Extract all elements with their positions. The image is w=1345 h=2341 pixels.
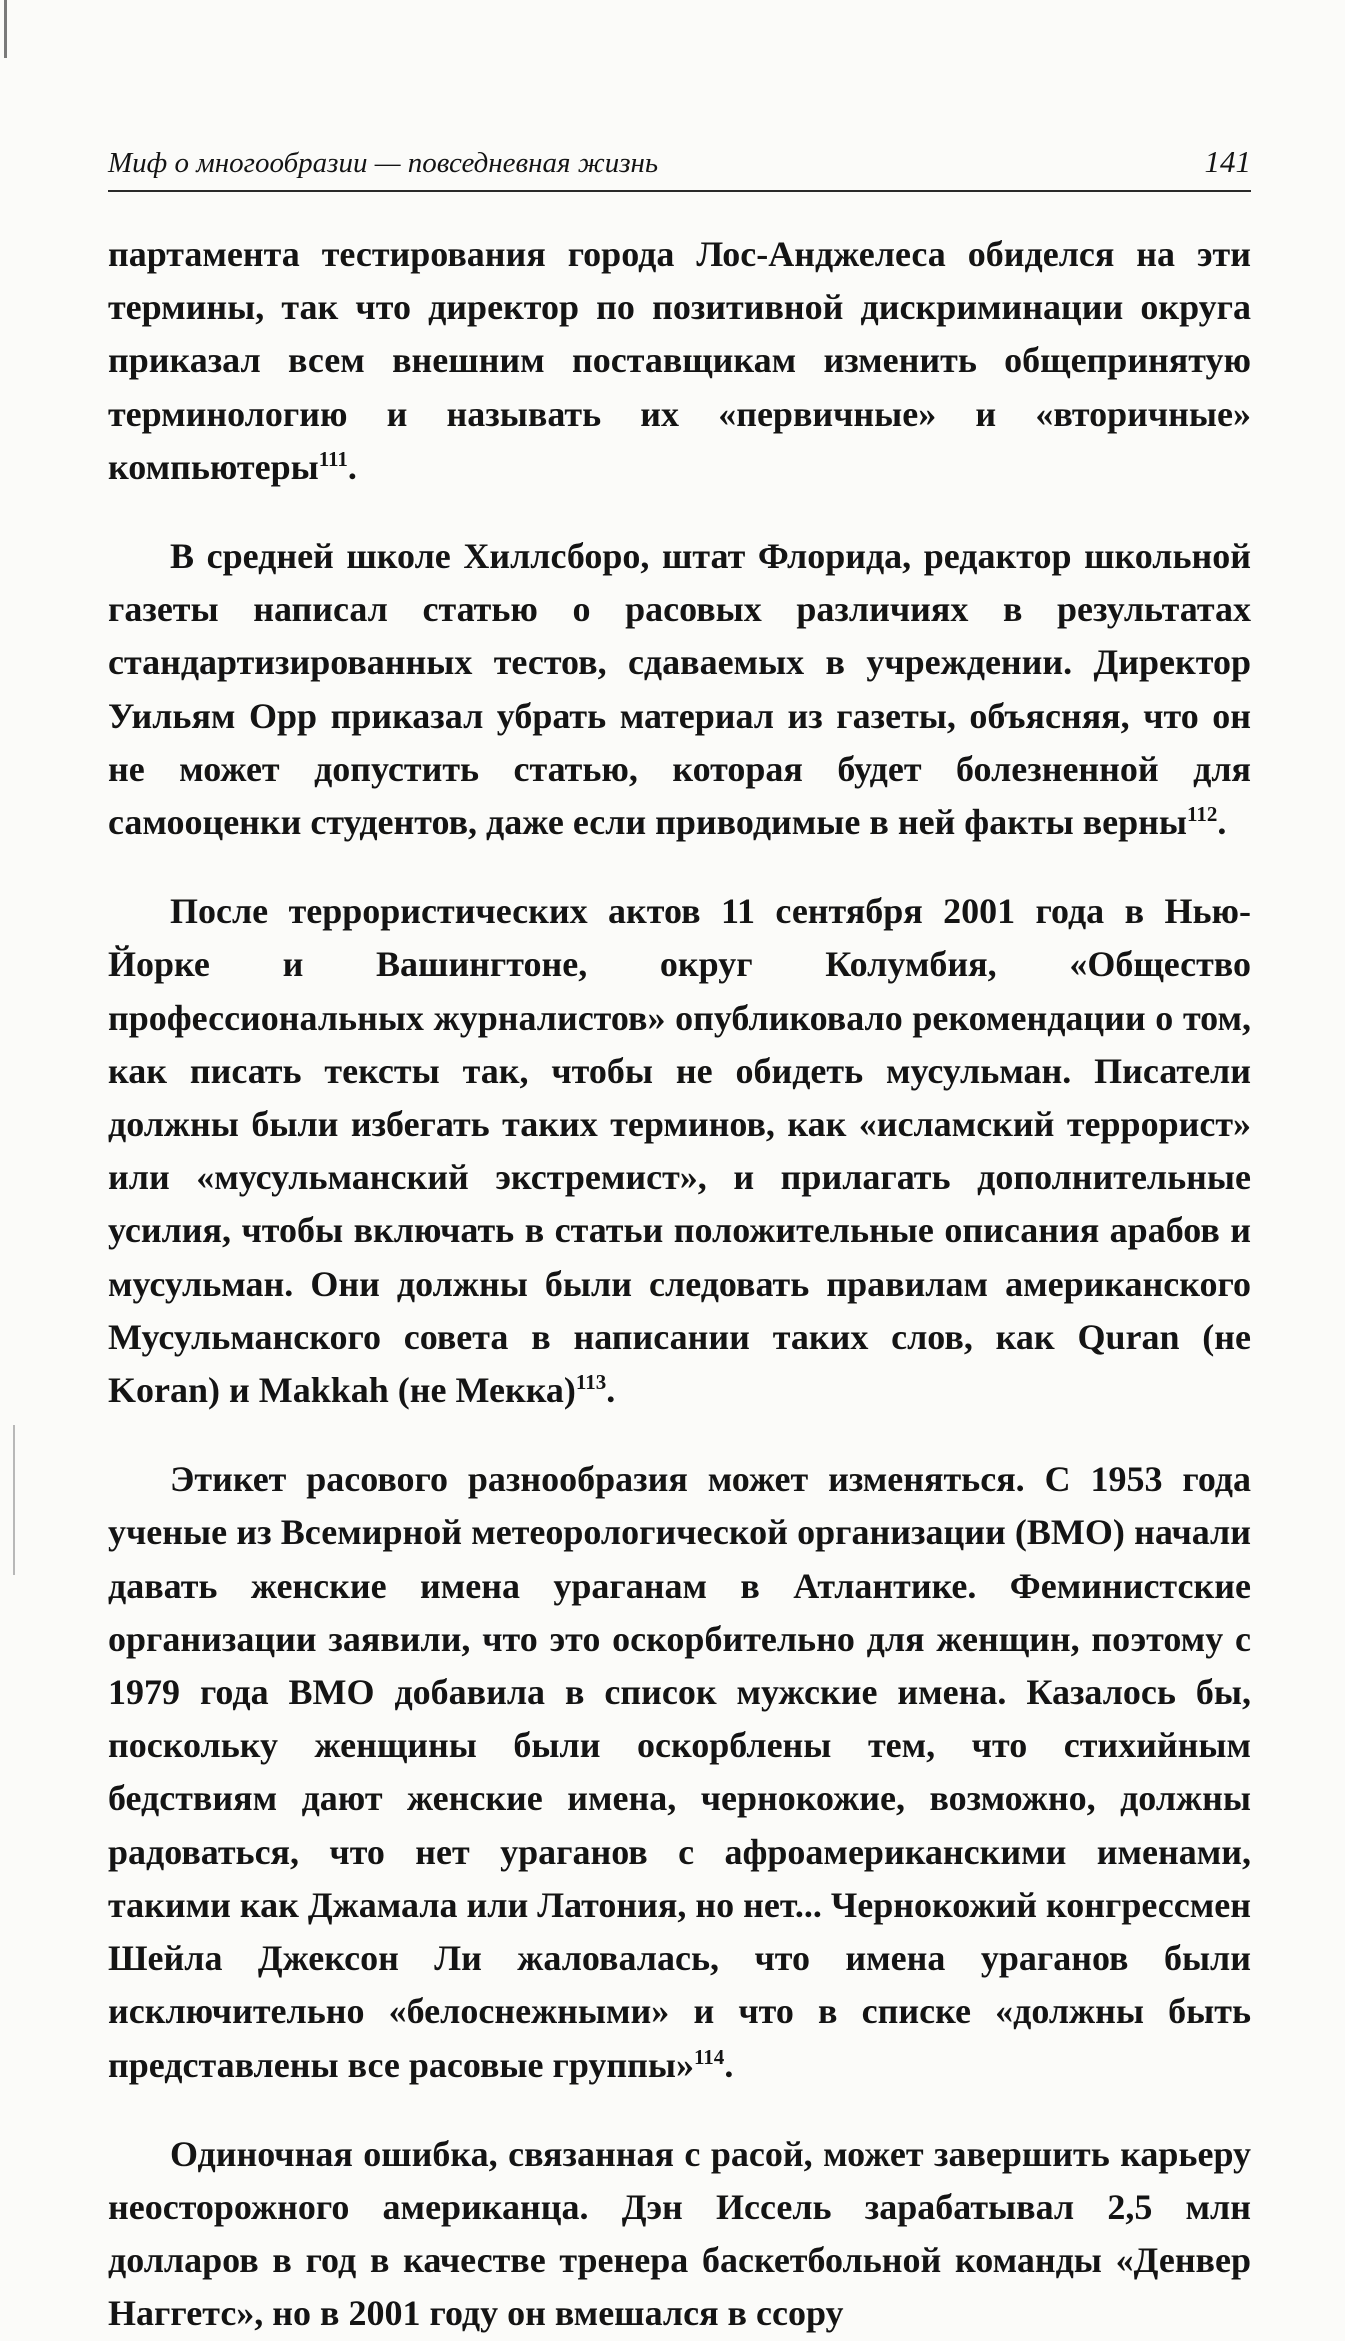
paragraph-text: партамента тестирования города Лос-Анджелеса обиделся на эти термины, так что директор по позитивной дискриминации округа приказал всем внешним поставщикам изменить общепринятую терминологию и называть их «первичные» и «вторичные» компьютеры (108, 234, 1251, 487)
paragraph-continuation (108, 228, 1251, 494)
footnote-ref: 111 (318, 446, 348, 471)
body-text (108, 228, 1251, 2341)
paragraph-hillsboro (108, 530, 1251, 849)
running-header (108, 140, 1251, 192)
paragraph-end: . (606, 1370, 616, 1411)
footnote-ref: 114 (693, 2044, 725, 2069)
paragraph-text: После террористических актов 11 сентября 2001 года в Нью-Йорке и Вашингтоне, округ Колумбия, «Общество профессиональных журналистов» опубликовало рекомендации о том, как писать тексты так, чтобы не обидеть мусульман. Писатели должны были избегать таких терминов, как «исламский террорист» или «мусульманский экстремист», и прилагать дополнительные усилия, чтобы включать в статьи положительные описания арабов и мусульман. Они должны были следовать правилам американского Мусульманского совета в написании таких слов, как Quran (не Koran) и Makkah (не Мекка) (108, 891, 1251, 1411)
paragraph-end: . (347, 446, 357, 487)
paragraph-text: Одиночная ошибка, связанная с расой, может завершить карьеру неосторожного американца. Дэн Иссель зарабатывал 2,5 млн долларов в год в качестве тренера баскетбольной команды «Денвер Наггетс», но в 2001 году он вмешался в ссору (108, 2133, 1251, 2334)
footnote-ref: 112 (1187, 802, 1218, 827)
paragraph-journalists (108, 885, 1251, 1417)
paragraph-issel (108, 2128, 1251, 2341)
scan-edge-mark (13, 1425, 15, 1575)
header-title: Миф о многообразии — повседневная жизнь (108, 147, 659, 179)
page-number: 141 (1204, 144, 1251, 179)
footnote-ref: 113 (575, 1370, 607, 1395)
paragraph-hurricanes (108, 1453, 1251, 2091)
paragraph-end: . (724, 2044, 734, 2085)
scan-edge-mark (4, 0, 7, 58)
paragraph-text: В средней школе Хиллсборо, штат Флорида, редактор школьной газеты написал статью о расовых различиях в результатах стандартизированных тестов, сдаваемых в учреждении. Директор Уильям Орр приказал убрать материал из газеты, объясняя, что он не может допустить статью, которая будет болезненной для самооценки студентов, даже если приводимые в ней факты верны (108, 536, 1251, 843)
paragraph-text: Этикет расового разнообразия может изменяться. С 1953 года ученые из Всемирной метеорологической организации (ВМО) начали давать женские имена ураганам в Атлантике. Феминистские организации заявили, что это оскорбительно для женщин, поэтому с 1979 года ВМО добавила в список мужские имена. Казалось бы, поскольку женщины были оскорблены тем, что стихийным бедствиям дают женские имена, чернокожие, возможно, должны радоваться, что нет ураганов с афроамериканскими именами, такими как Джамала или Латония, но нет... Чернокожий конгрессмен Шейла Джексон Ли жаловалась, что имена ураганов были исключительно «белоснежными» и что в списке «должны быть представлены все расовые группы» (108, 1459, 1251, 2085)
paragraph-end: . (1217, 802, 1227, 843)
